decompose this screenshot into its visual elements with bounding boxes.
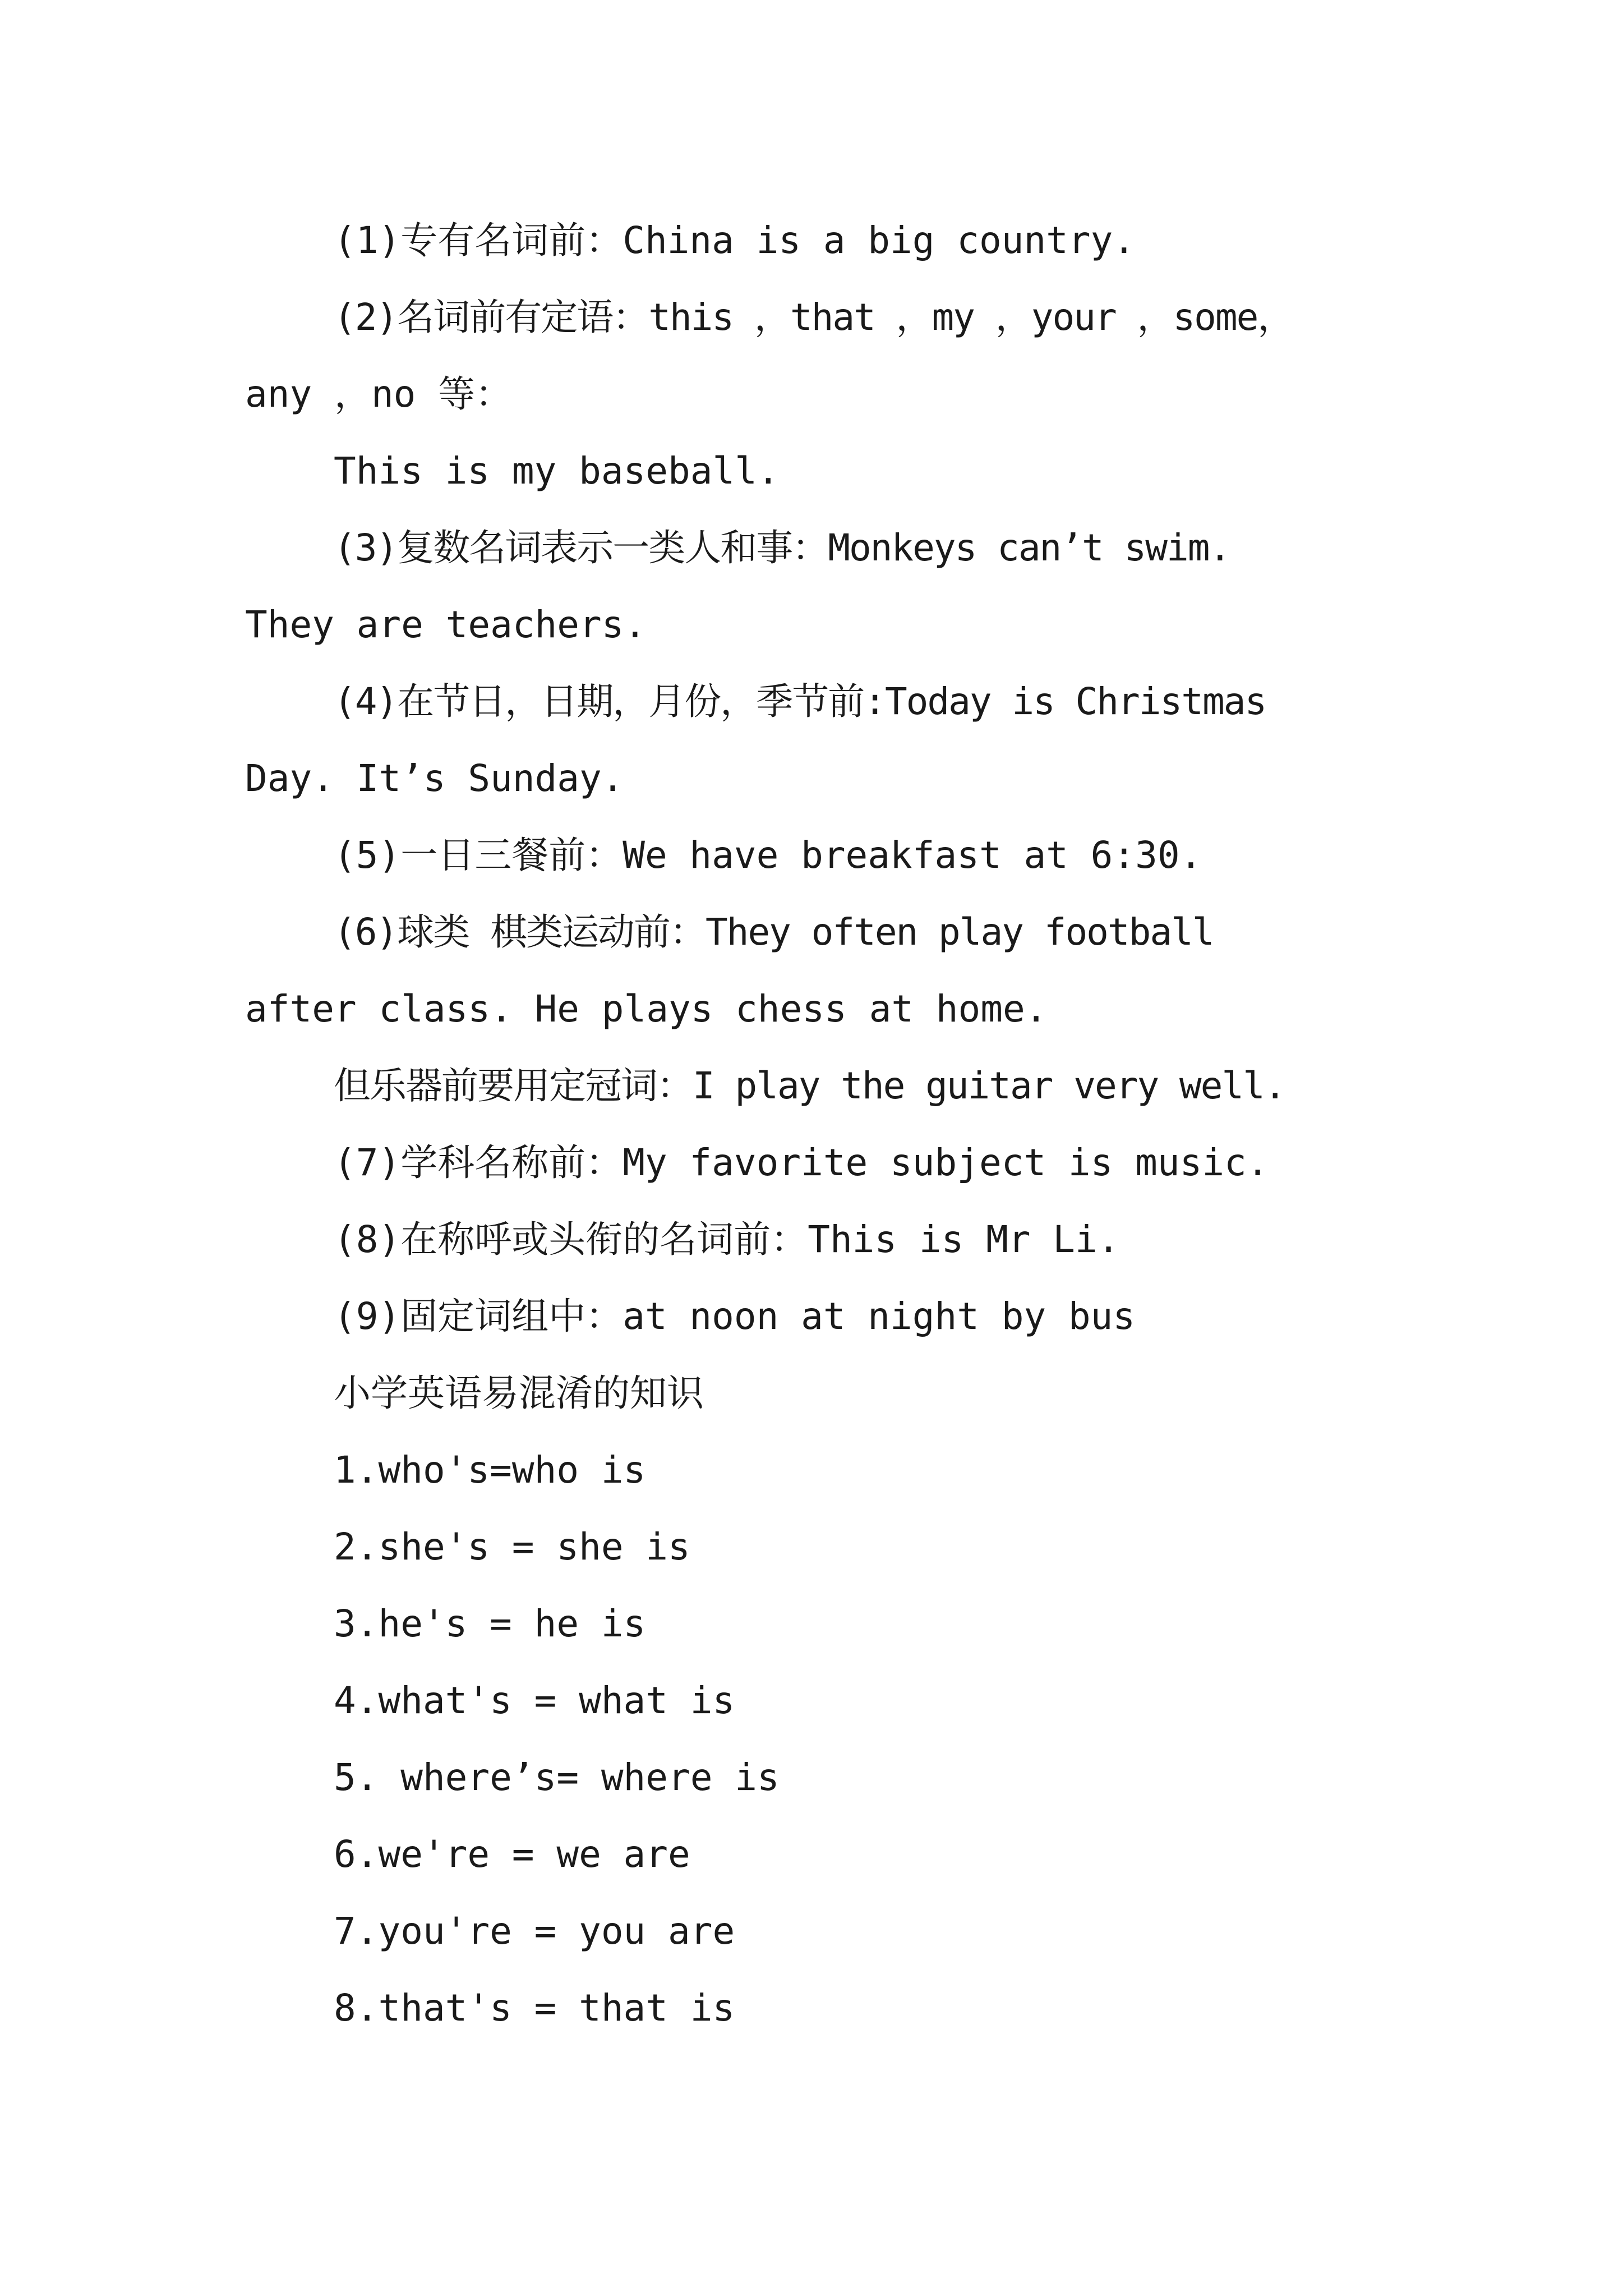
contraction-item: 5. where’s= where is (334, 1756, 780, 1799)
section-heading: 小学英语易混淆的知识 (334, 1372, 704, 1415)
rule-7-subjects: (7)学科名称前：My favorite subject is music. (334, 1141, 1269, 1184)
rule-2-example: This is my baseball. (334, 449, 780, 493)
rule-4-dates: (4)在节日，日期，月份，季节前:Today is Christmas (334, 680, 1266, 723)
rule-3-plural-nouns: (3)复数名词表示一类人和事：Monkeys can’t swim. (334, 526, 1230, 569)
rule-2-determiners: (2)名词前有定语：this ，that ，my ，your ，some， (334, 296, 1294, 339)
rule-6-continuation: after class. He plays chess at home. (245, 987, 1048, 1030)
document-body (245, 202, 1412, 2046)
rule-8-titles: (8)在称呼或头衔的名词前：This is Mr Li. (334, 1218, 1120, 1261)
rule-6-sports: (6)球类 棋类运动前：They often play football (334, 910, 1214, 954)
contraction-item: 8.that's = that is (334, 1986, 735, 2030)
rule-4-continuation: Day. It’s Sunday. (245, 757, 624, 800)
rule-1-proper-nouns: (1)专有名词前：China is a big country. (334, 219, 1136, 262)
contraction-item: 1.who's=who is (334, 1448, 646, 1492)
contraction-item: 2.she's = she is (334, 1525, 690, 1568)
contraction-item: 7.you're = you are (334, 1910, 735, 1953)
contraction-item: 3.he's = he is (334, 1602, 646, 1645)
rule-3-continuation: They are teachers. (245, 603, 647, 646)
rule-9-fixed-phrases: (9)固定词组中：at noon at night by bus (334, 1295, 1136, 1338)
rule-2-continuation: any ，no 等： (245, 372, 513, 416)
contraction-item: 6.we're = we are (334, 1833, 690, 1876)
rule-5-meals: (5)一日三餐前：We have breakfast at 6:30. (334, 834, 1202, 877)
rule-6-instrument-note: 但乐器前要用定冠词：I play the guitar very well. (334, 1064, 1285, 1107)
contraction-item: 4.what's = what is (334, 1679, 735, 1722)
